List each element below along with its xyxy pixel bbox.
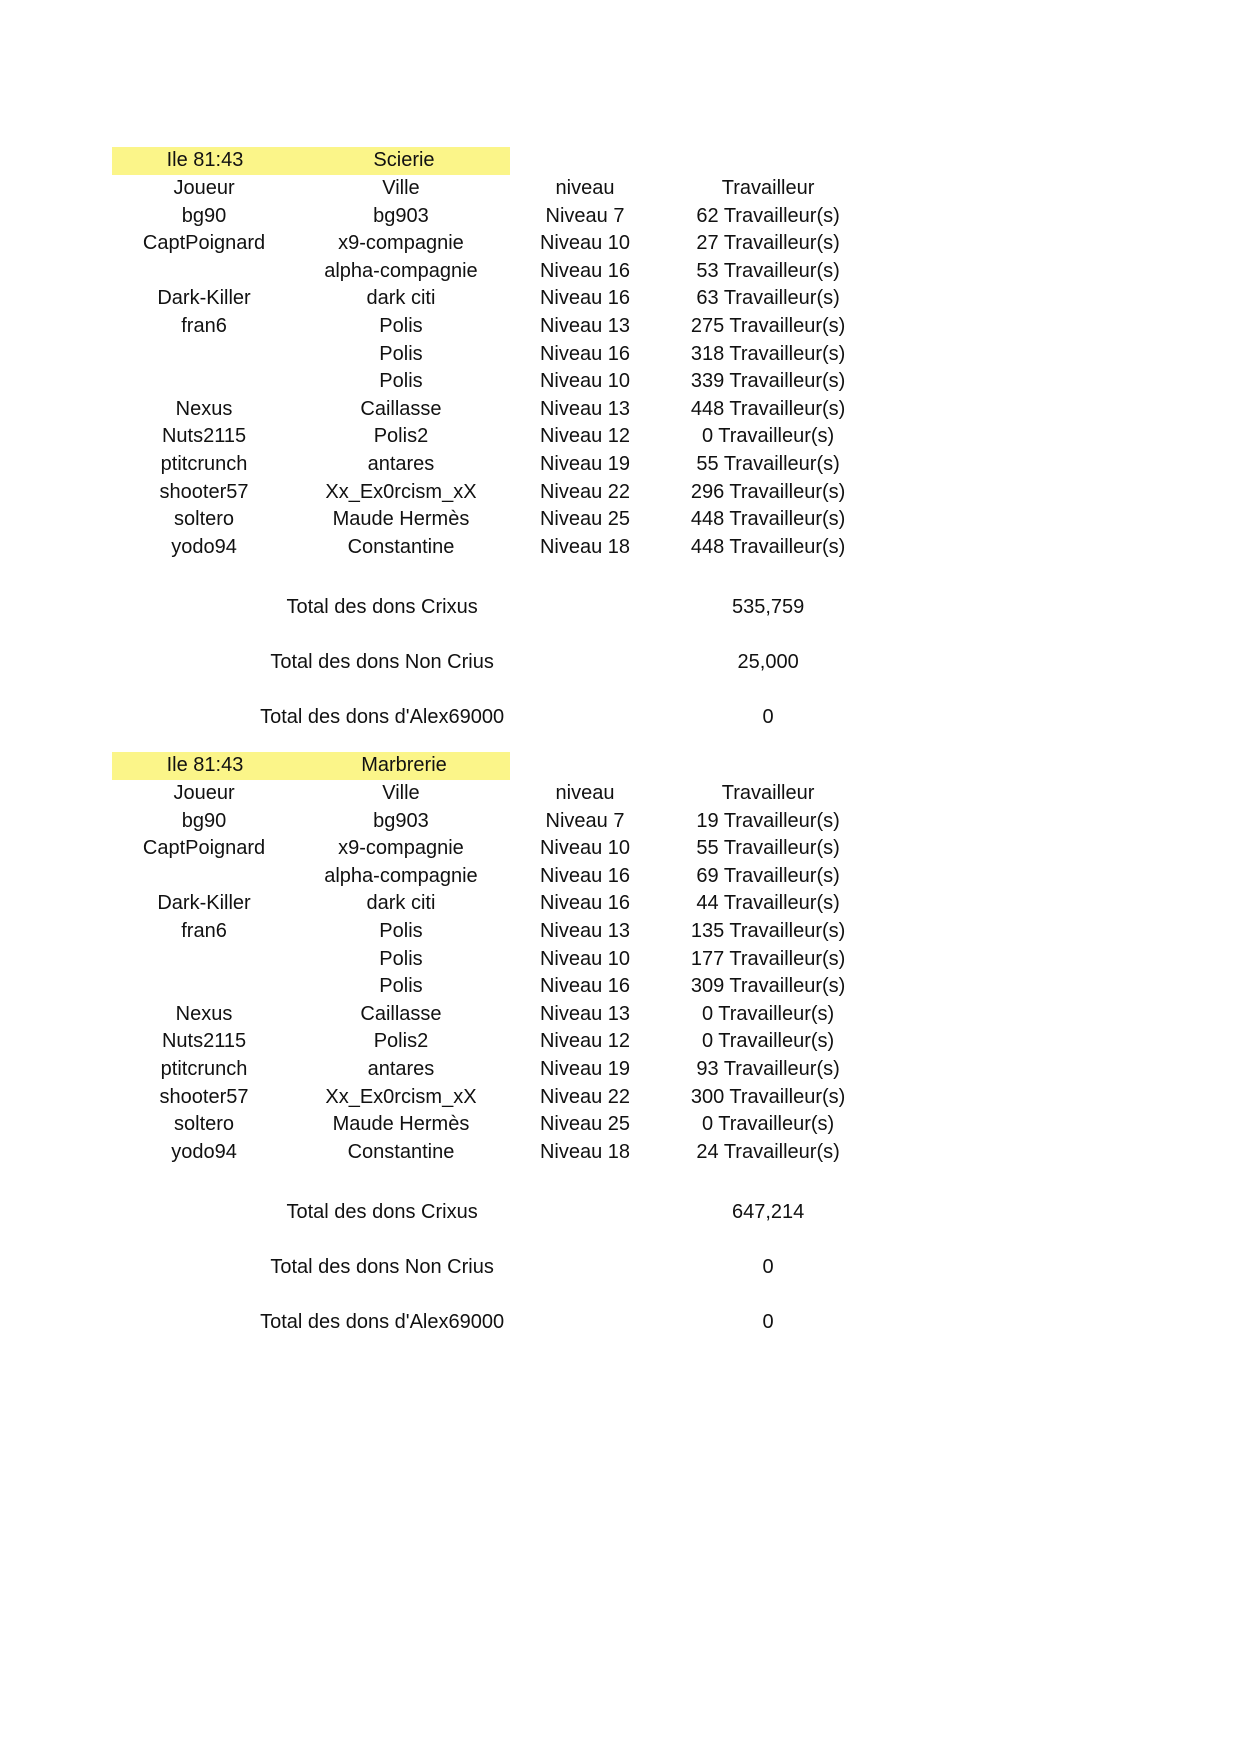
totals-scierie <box>112 580 872 745</box>
cell-ville: Caillasse <box>360 397 442 420</box>
table-scierie <box>112 147 872 561</box>
cell-ville: Polis <box>379 370 423 393</box>
cell-travailleur: 44 Travailleur(s) <box>696 892 840 915</box>
col-header-travailleur: Travailleur <box>721 782 815 804</box>
cell-travailleur: 448 Travailleur(s) <box>690 508 846 531</box>
cell-ville: Polis <box>379 342 423 365</box>
cell-joueur: fran6 <box>181 919 227 942</box>
table-row <box>112 258 872 286</box>
cell-travailleur: 448 Travailleur(s) <box>690 397 846 420</box>
cell-travailleur: 339 Travailleur(s) <box>690 370 846 393</box>
col-header-ville: Ville <box>382 782 420 804</box>
cell-niveau: Niveau 16 <box>539 864 631 887</box>
cell-niveau: Niveau 10 <box>539 232 631 255</box>
cell-niveau: Niveau 7 <box>545 809 625 832</box>
table-row <box>112 285 872 313</box>
cell-niveau: Niveau 16 <box>539 892 631 915</box>
cell-niveau: Niveau 25 <box>539 508 631 531</box>
cell-niveau: Niveau 22 <box>539 1085 631 1108</box>
cell-ville: x9-compagnie <box>338 837 464 860</box>
cell-joueur: CaptPoignard <box>142 232 266 255</box>
table-row <box>112 203 872 231</box>
cell-joueur: fran6 <box>181 314 227 337</box>
cell-niveau: Niveau 19 <box>539 452 631 475</box>
cell-ville: Polis <box>379 314 423 337</box>
table-row <box>112 451 872 479</box>
cell-niveau: Niveau 13 <box>539 397 631 420</box>
cell-niveau: Niveau 25 <box>539 1113 631 1136</box>
cell-travailleur: 24 Travailleur(s) <box>696 1140 840 1163</box>
column-header-row <box>112 780 872 808</box>
cell-travailleur: 448 Travailleur(s) <box>690 535 846 558</box>
cell-travailleur: 0 Travailleur(s) <box>701 1030 835 1053</box>
total-value: 0 <box>762 1311 774 1333</box>
cell-joueur: shooter57 <box>159 1085 249 1108</box>
total-value: 647,214 <box>731 1201 805 1223</box>
cell-joueur: Nuts2115 <box>161 425 247 448</box>
cell-travailleur: 309 Travailleur(s) <box>690 975 846 998</box>
cell-ville: Polis2 <box>373 425 429 448</box>
cell-niveau: Niveau 16 <box>539 259 631 282</box>
table-row <box>112 1056 872 1084</box>
cell-travailleur: 296 Travailleur(s) <box>690 480 846 503</box>
cell-niveau: Niveau 18 <box>539 535 631 558</box>
cell-ville: Maude Hermès <box>332 508 470 531</box>
col-header-joueur: Joueur <box>173 177 235 199</box>
cell-ville: Xx_Ex0rcism_xX <box>325 1085 477 1108</box>
cell-ville: dark citi <box>366 287 436 310</box>
cell-travailleur: 300 Travailleur(s) <box>690 1085 846 1108</box>
table-row <box>112 973 872 1001</box>
island-label: Ile 81:43 <box>112 147 298 175</box>
cell-joueur: Nuts2115 <box>161 1030 247 1053</box>
cell-travailleur: 62 Travailleur(s) <box>696 204 840 227</box>
cell-ville: Polis <box>379 947 423 970</box>
total-row-crixus <box>112 1185 872 1240</box>
cell-travailleur: 19 Travailleur(s) <box>696 809 840 832</box>
table-row <box>112 1139 872 1167</box>
table-row <box>112 808 872 836</box>
total-row-non-crius <box>112 1240 872 1295</box>
total-label: Total des dons d'Alex69000 <box>260 1311 505 1333</box>
cell-niveau: Niveau 18 <box>539 1140 631 1163</box>
cell-ville: alpha-compagnie <box>324 259 478 282</box>
building-label: Marbrerie <box>298 752 510 780</box>
cell-travailleur: 93 Travailleur(s) <box>696 1057 840 1080</box>
cell-travailleur: 53 Travailleur(s) <box>696 259 840 282</box>
cell-travailleur: 0 Travailleur(s) <box>701 1002 835 1025</box>
table-row <box>112 1028 872 1056</box>
table-row <box>112 1001 872 1029</box>
cell-ville: Polis <box>379 975 423 998</box>
cell-joueur: soltero <box>174 508 235 531</box>
cell-joueur: ptitcrunch <box>160 1057 248 1080</box>
cell-joueur: bg90 <box>181 204 227 227</box>
total-value: 535,759 <box>731 596 805 618</box>
table-row <box>112 918 872 946</box>
table-row <box>112 863 872 891</box>
total-row-crixus <box>112 580 872 635</box>
cell-niveau: Niveau 12 <box>539 1030 631 1053</box>
cell-travailleur: 0 Travailleur(s) <box>701 1113 835 1136</box>
cell-ville: Constantine <box>347 1140 455 1163</box>
total-row-alex69000 <box>112 690 872 745</box>
cell-ville: bg903 <box>373 809 429 832</box>
table-row <box>112 1111 872 1139</box>
cell-niveau: Niveau 10 <box>539 370 631 393</box>
cell-joueur: Nexus <box>175 397 233 420</box>
cell-ville: antares <box>367 1057 435 1080</box>
col-header-niveau: niveau <box>555 782 615 804</box>
table-row <box>112 230 872 258</box>
cell-ville: alpha-compagnie <box>324 864 478 887</box>
column-header-row <box>112 175 872 203</box>
table-row <box>112 835 872 863</box>
cell-ville: Maude Hermès <box>332 1113 470 1136</box>
cell-travailleur: 55 Travailleur(s) <box>696 837 840 860</box>
cell-niveau: Niveau 13 <box>539 919 631 942</box>
table-row <box>112 946 872 974</box>
col-header-joueur: Joueur <box>173 782 235 804</box>
cell-ville: bg903 <box>373 204 429 227</box>
cell-travailleur: 69 Travailleur(s) <box>696 864 840 887</box>
table-marbrerie <box>112 752 872 1166</box>
cell-niveau: Niveau 7 <box>545 204 625 227</box>
table-body <box>112 808 872 1167</box>
cell-joueur: shooter57 <box>159 480 249 503</box>
total-label: Total des dons Non Crius <box>270 1256 494 1278</box>
cell-niveau: Niveau 19 <box>539 1057 631 1080</box>
section-header-row <box>112 752 872 780</box>
cell-ville: Caillasse <box>360 1002 442 1025</box>
cell-niveau: Niveau 16 <box>539 975 631 998</box>
cell-joueur: soltero <box>174 1113 235 1136</box>
section-header-row <box>112 147 872 175</box>
cell-niveau: Niveau 13 <box>539 1002 631 1025</box>
cell-ville: antares <box>367 452 435 475</box>
cell-joueur: yodo94 <box>171 535 237 558</box>
cell-ville: x9-compagnie <box>338 232 464 255</box>
total-label: Total des dons Crixus <box>286 596 478 618</box>
cell-travailleur: 55 Travailleur(s) <box>696 452 840 475</box>
total-label: Total des dons Crixus <box>286 1201 478 1223</box>
cell-travailleur: 63 Travailleur(s) <box>696 287 840 310</box>
table-row <box>112 1084 872 1112</box>
island-label: Ile 81:43 <box>112 752 298 780</box>
table-row <box>112 313 872 341</box>
cell-ville: Xx_Ex0rcism_xX <box>325 480 477 503</box>
cell-travailleur: 135 Travailleur(s) <box>690 919 846 942</box>
cell-joueur: yodo94 <box>171 1140 237 1163</box>
total-value: 25,000 <box>737 651 799 673</box>
cell-joueur: ptitcrunch <box>160 452 248 475</box>
cell-niveau: Niveau 12 <box>539 425 631 448</box>
cell-travailleur: 275 Travailleur(s) <box>690 314 846 337</box>
table-row <box>112 890 872 918</box>
cell-ville: Constantine <box>347 535 455 558</box>
col-header-niveau: niveau <box>555 177 615 199</box>
cell-joueur: bg90 <box>181 809 227 832</box>
cell-travailleur: 27 Travailleur(s) <box>696 232 840 255</box>
col-header-travailleur: Travailleur <box>721 177 815 199</box>
total-label: Total des dons Non Crius <box>270 651 494 673</box>
col-header-ville: Ville <box>382 177 420 199</box>
table-row <box>112 396 872 424</box>
cell-niveau: Niveau 22 <box>539 480 631 503</box>
table-row <box>112 423 872 451</box>
cell-joueur: Nexus <box>175 1002 233 1025</box>
cell-niveau: Niveau 10 <box>539 947 631 970</box>
total-label: Total des dons d'Alex69000 <box>260 706 505 728</box>
total-row-alex69000 <box>112 1295 872 1350</box>
table-row <box>112 479 872 507</box>
cell-ville: dark citi <box>366 892 436 915</box>
table-row <box>112 534 872 562</box>
cell-niveau: Niveau 16 <box>539 287 631 310</box>
table-row <box>112 368 872 396</box>
total-value: 0 <box>762 706 774 728</box>
cell-travailleur: 318 Travailleur(s) <box>690 342 846 365</box>
cell-joueur: CaptPoignard <box>142 837 266 860</box>
table-row <box>112 506 872 534</box>
building-label: Scierie <box>298 147 510 175</box>
cell-joueur: Dark-Killer <box>157 892 251 915</box>
cell-niveau: Niveau 10 <box>539 837 631 860</box>
table-row <box>112 341 872 369</box>
cell-niveau: Niveau 16 <box>539 342 631 365</box>
cell-ville: Polis <box>379 919 423 942</box>
totals-marbrerie <box>112 1185 872 1350</box>
cell-joueur: Dark-Killer <box>157 287 251 310</box>
cell-travailleur: 177 Travailleur(s) <box>690 947 846 970</box>
table-body <box>112 203 872 562</box>
cell-ville: Polis2 <box>373 1030 429 1053</box>
cell-niveau: Niveau 13 <box>539 314 631 337</box>
total-row-non-crius <box>112 635 872 690</box>
cell-travailleur: 0 Travailleur(s) <box>701 425 835 448</box>
total-value: 0 <box>762 1256 774 1278</box>
